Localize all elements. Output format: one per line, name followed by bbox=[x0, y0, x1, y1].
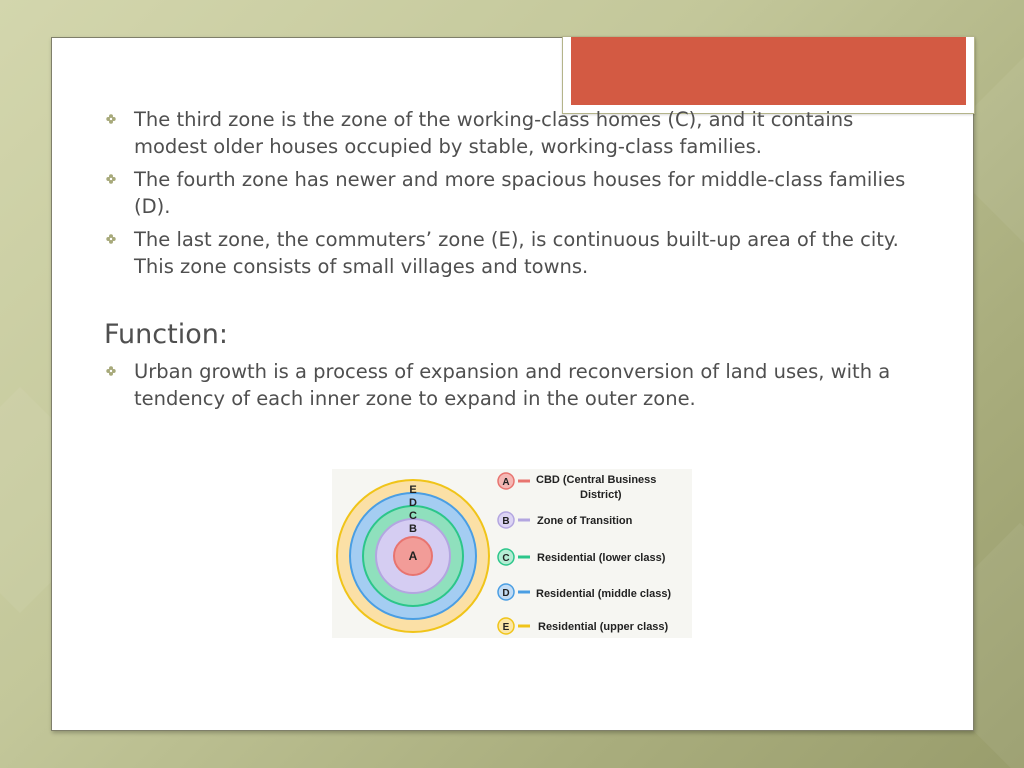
legend-letter-e: E bbox=[502, 622, 510, 633]
legend-item-b bbox=[498, 512, 633, 528]
ring-letter-a: A bbox=[408, 549, 418, 563]
legend-item-a bbox=[498, 473, 656, 501]
diamond-bullet-icon bbox=[106, 366, 116, 376]
legend-label-d: Residential (middle class) bbox=[536, 588, 672, 600]
section-heading: Function: bbox=[104, 319, 228, 350]
bullet-text: The third zone is the zone of the working-class homes (C), and it contains modest older houses occupied by stable, working-class families. bbox=[134, 108, 854, 158]
legend-label-a: CBD (Central Business bbox=[536, 474, 657, 486]
ring-letter-e: E bbox=[409, 484, 417, 496]
bullet-item bbox=[104, 226, 924, 280]
bullet-text: Urban growth is a process of expansion and reconversion of land uses, with a tendency of each inner zone to expand in the outer zone. bbox=[134, 360, 891, 410]
legend-label-c: Residential (lower class) bbox=[537, 552, 666, 564]
legend-letter-d: D bbox=[502, 588, 510, 599]
ring-letter-c: C bbox=[409, 510, 417, 522]
legend-label-e: Residential (upper class) bbox=[538, 621, 669, 633]
concentric-zone-svg bbox=[332, 469, 692, 638]
title-tab bbox=[562, 36, 975, 114]
legend-item-c bbox=[498, 549, 666, 565]
ring-letter-d: D bbox=[409, 497, 417, 509]
legend-letter-c: C bbox=[502, 553, 510, 564]
bullet-text: The fourth zone has newer and more spacious houses for middle-class families (D). bbox=[134, 168, 906, 218]
legend-item-d bbox=[498, 584, 671, 600]
bullet-item bbox=[104, 166, 924, 220]
legend-item-e bbox=[498, 618, 669, 634]
bullet-list-bottom bbox=[104, 358, 924, 412]
legend-label-b: Zone of Transition bbox=[537, 515, 633, 527]
slide-content bbox=[104, 106, 924, 418]
legend-letter-a: A bbox=[502, 477, 510, 488]
title-tab-accent bbox=[571, 37, 966, 105]
bullet-list-top bbox=[104, 106, 924, 280]
diamond-bullet-icon bbox=[106, 174, 116, 184]
bullet-item bbox=[104, 106, 924, 160]
legend-letter-b: B bbox=[502, 516, 510, 527]
diamond-bullet-icon bbox=[106, 234, 116, 244]
bullet-text: The last zone, the commuters’ zone (E), is continuous built-up area of the city. This zone consists of small villages and towns. bbox=[134, 228, 899, 278]
concentric-zone-diagram bbox=[332, 469, 692, 638]
diamond-bullet-icon bbox=[106, 114, 116, 124]
ring-letter-b: B bbox=[409, 523, 417, 535]
bullet-item bbox=[104, 358, 924, 412]
legend-label-a-line2: District) bbox=[580, 489, 622, 501]
